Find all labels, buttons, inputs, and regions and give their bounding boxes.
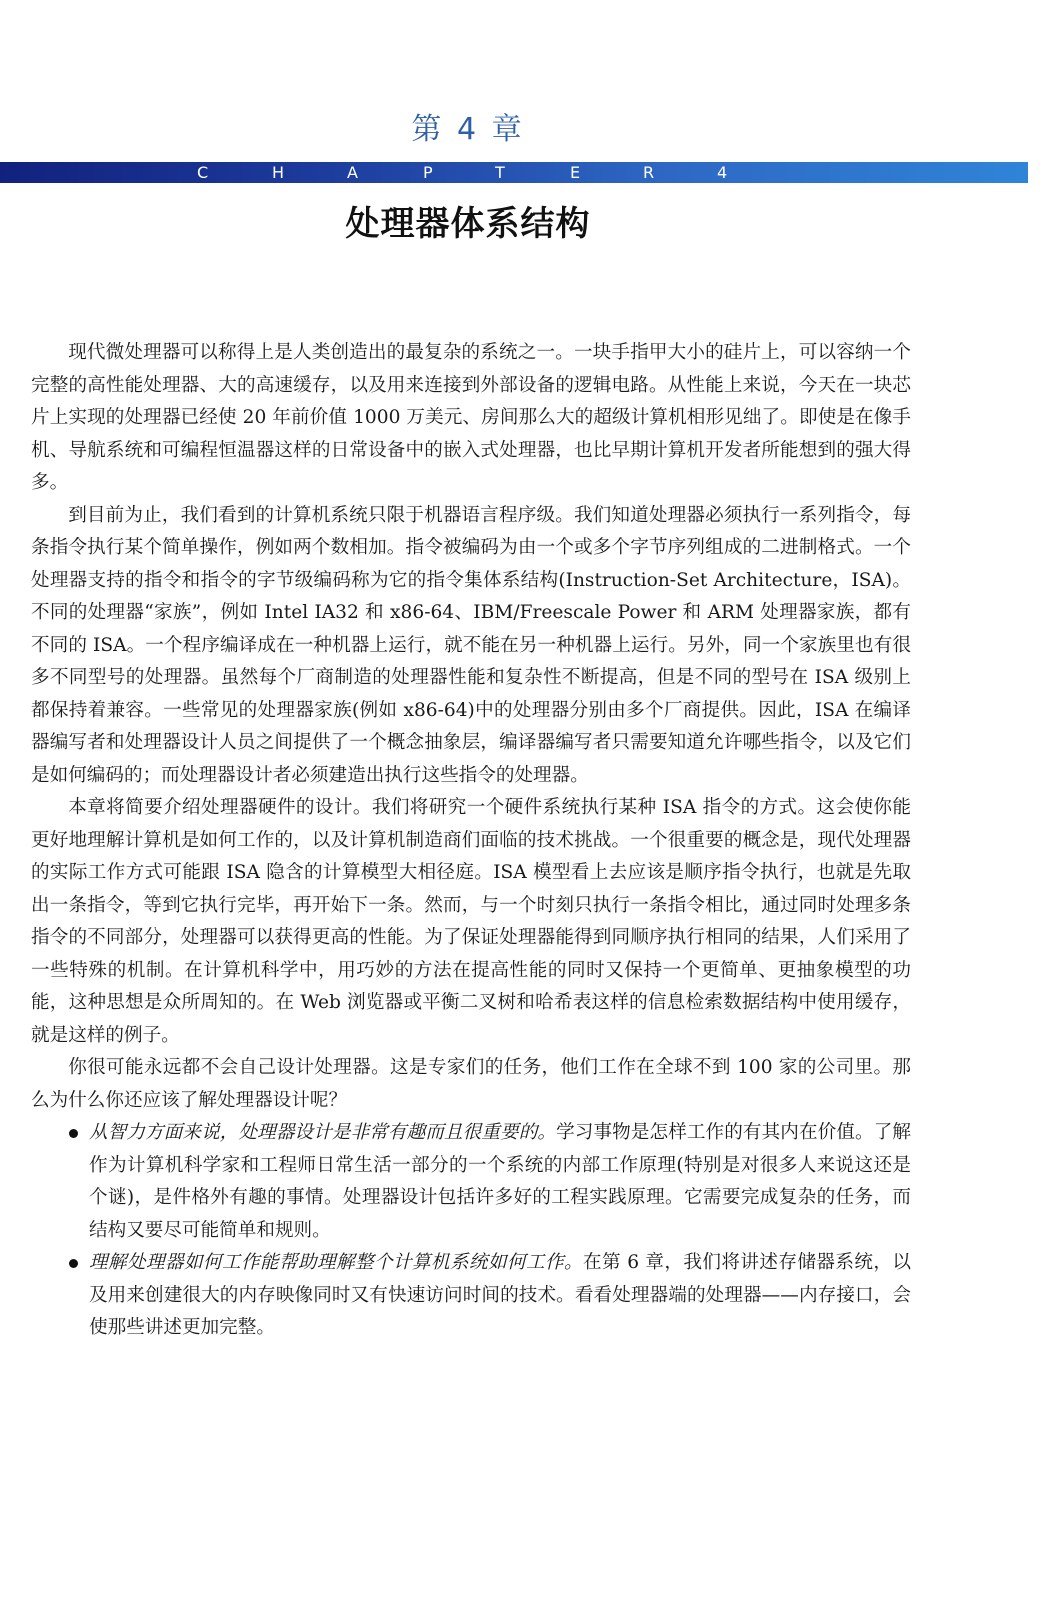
- list-item: [31, 1117, 911, 1247]
- chapter-banner-letter: H: [272, 163, 285, 182]
- paragraph: 你很可能永远都不会自己设计处理器。这是专家们的任务，他们工作在全球不到 100 家的公司里。那么为什么你还应该了解处理器设计呢？: [31, 1057, 911, 1111]
- reason-list: [31, 1117, 911, 1345]
- list-item-lead: 从智力方面来说，处理器设计是非常有趣而且很重要的。: [89, 1122, 557, 1143]
- chapter-banner-letter: T: [495, 163, 505, 182]
- chapter-banner-letter: A: [347, 163, 358, 182]
- chapter-number: 第 4 章: [411, 112, 525, 147]
- chapter-banner-letter: E: [570, 163, 581, 182]
- chapter-banner: [0, 162, 1028, 183]
- chapter-banner-letter: 4: [717, 163, 728, 182]
- paragraph: 本章将简要介绍处理器硬件的设计。我们将研究一个硬件系统执行某种 ISA 指令的方式。这会使你能更好地理解计算机是如何工作的，以及计算机制造商们面临的技术挑战。一个很重要的概念是，现代处理器的实际工作方式可能跟 ISA 隐含的计算模型大相径庭。ISA 模型看上去应该是顺序指令执行，也就是先取出一条指令，等到它执行完毕，再开始下一条。然而，与一个时刻只执行一条指令相比，通过同时处理多条指令的不同部分，处理器可以获得更高的性能。为了保证处理器能得到同顺序执行相同的结果，人们采用了一些特殊的机制。在计算机科学中，用巧妙的方法在提高性能的同时又保持一个更简单、更抽象模型的功能，这种思想是众所周知的。在 Web 浏览器或平衡二叉树和哈希表这样的信息检索数据结构中使用缓存，就是这样的例子。: [31, 797, 911, 1046]
- chapter-banner-letter: C: [197, 163, 209, 182]
- list-item-text: 在第 6 章，我们将讲述存储器系统，以及用来创建很大的内存映像同时又有快速访问时间的技术。看看处理器端的处理器——内存接口，会使那些讲述更加完整。: [89, 1252, 911, 1338]
- chapter-banner-letter: P: [423, 163, 433, 182]
- chapter-banner-letter: R: [643, 163, 655, 182]
- chapter-title: 处理器体系结构: [345, 204, 591, 244]
- bullet-dot-icon: [69, 1259, 78, 1268]
- paragraph: 现代微处理器可以称得上是人类创造出的最复杂的系统之一。一块手指甲大小的硅片上，可以容纳一个完整的高性能处理器、大的高速缓存，以及用来连接到外部设备的逻辑电路。从性能上来说，今天在一块芯片上实现的处理器已经使 20 年前价值 1000 万美元、房间那么大的超级计算机相形见绌了。即使是在像手机、导航系统和可编程恒温器这样的日常设备中的嵌入式处理器，也比早期计算机开发者所能想到的强大得多。: [31, 342, 911, 493]
- paragraph: 到目前为止，我们看到的计算机系统只限于机器语言程序级。我们知道处理器必须执行一系列指令，每条指令执行某个简单操作，例如两个数相加。指令被编码为由一个或多个字节序列组成的二进制格式。一个处理器支持的指令和指令的字节级编码称为它的指令集体系结构(Instruction-Set Architecture，ISA)。不同的处理器“家族”，例如 Intel IA32 和 x86-64、IBM/Freescale Power 和 ARM 处理器家族，都有不同的 ISA。一个程序编译成在一种机器上运行，就不能在另一种机器上运行。另外，同一个家族里也有很多不同型号的处理器。虽然每个厂商制造的处理器性能和复杂性不断提高，但是不同的型号在 ISA 级别上都保持着兼容。一些常见的处理器家族(例如 x86-64)中的处理器分别由多个厂商提供。因此，ISA 在编译器编写者和处理器设计人员之间提供了一个概念抽象层，编译器编写者只需要知道允许哪些指令，以及它们是如何编码的；而处理器设计者必须建造出执行这些指令的处理器。: [31, 504, 911, 786]
- list-item: [31, 1247, 911, 1345]
- list-item-lead: 理解处理器如何工作能帮助理解整个计算机系统如何工作。: [89, 1252, 583, 1273]
- chapter-body: [31, 337, 911, 1345]
- list-item-text: 学习事物是怎样工作的有其内在价值。了解作为计算机科学家和工程师日常生活一部分的一个系统的内部工作原理(特别是对很多人来说这还是个谜)，是件格外有趣的事情。处理器设计包括许多好的工程实践原理。它需要完成复杂的任务，而结构又要尽可能简单和规则。: [89, 1122, 911, 1241]
- bullet-dot-icon: [69, 1129, 78, 1138]
